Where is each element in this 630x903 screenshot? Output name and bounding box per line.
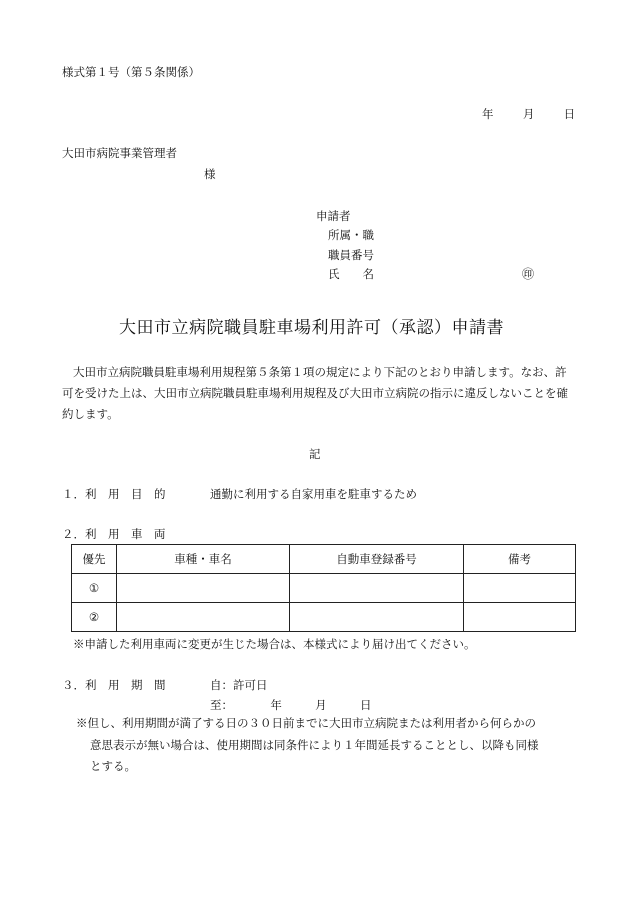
vehicles-label: ２．利 用 車 両 <box>62 527 166 541</box>
period-note-line-3: とする。 <box>90 759 136 773</box>
row-model-cell[interactable] <box>117 603 290 632</box>
row-registration-cell[interactable] <box>290 574 464 603</box>
date-line <box>482 106 575 122</box>
period-to-day: 日 <box>359 698 372 712</box>
header-registration: 自動車登録番号 <box>290 545 464 574</box>
purpose-value: 通勤に利用する自家用車を駐車するため <box>210 487 417 501</box>
period-note-line-2: 意思表示が無い場合は、使用期間は同条件により１年間延長することとし、以降も同様 <box>90 738 539 752</box>
row-model-cell[interactable] <box>117 574 290 603</box>
recipient-honorific: 様 <box>204 167 216 181</box>
form-number: 様式第１号（第５条関係） <box>62 65 200 79</box>
row-priority: ① <box>72 574 117 603</box>
period-to-month: 月 <box>315 698 327 712</box>
vehicles-table <box>71 544 576 632</box>
period-to-prefix: 至： <box>210 698 233 712</box>
row-remarks-cell[interactable] <box>464 574 576 603</box>
row-remarks-cell[interactable] <box>464 603 576 632</box>
applicant-affiliation-label: 所属・職 <box>328 228 374 242</box>
table-row <box>72 574 576 603</box>
applicant-name-label: 氏 名 <box>328 267 374 281</box>
header-model: 車種・車名 <box>117 545 290 574</box>
row-priority: ② <box>72 603 117 632</box>
table-header-row <box>72 545 576 574</box>
recipient-name: 大田市病院事業管理者 <box>62 146 177 160</box>
header-remarks: 備考 <box>464 545 576 574</box>
period-label: ３．利 用 期 間 <box>62 678 166 692</box>
purpose-label: １．利 用 目 的 <box>62 487 166 501</box>
period-to-year: 年 <box>270 698 282 712</box>
date-year: 年 <box>482 107 494 121</box>
table-row <box>72 603 576 632</box>
ki-heading: 記 <box>309 447 321 461</box>
date-day: 日 <box>563 107 576 121</box>
period-from: 自：許可日 <box>210 678 268 692</box>
period-to <box>210 697 371 713</box>
body-paragraph: 大田市立病院職員駐車場利用規程第５条第１項の規定により下記のとおり申請します。なお、許可を受けた上は、大田市立病院職員駐車場利用規程及び大田市立病院の指示に違反しないことを確約します。 <box>62 365 568 421</box>
row-registration-cell[interactable] <box>290 603 464 632</box>
seal-mark: ㊞ <box>522 267 535 281</box>
vehicles-note: ※申請した利用車両に変更が生じた場合は、本様式により届け出てください。 <box>73 637 476 651</box>
date-month: 月 <box>522 107 535 121</box>
header-priority: 優先 <box>72 545 117 574</box>
period-note-line-1: ※但し、利用期間が満了する日の３０日前までに大田市立病院または利用者から何らかの <box>76 716 536 730</box>
document-title: 大田市立病院職員駐車場利用許可（承認）申請書 <box>119 318 504 338</box>
applicant-employee-no-label: 職員番号 <box>328 248 374 262</box>
applicant-heading: 申請者 <box>316 209 351 223</box>
